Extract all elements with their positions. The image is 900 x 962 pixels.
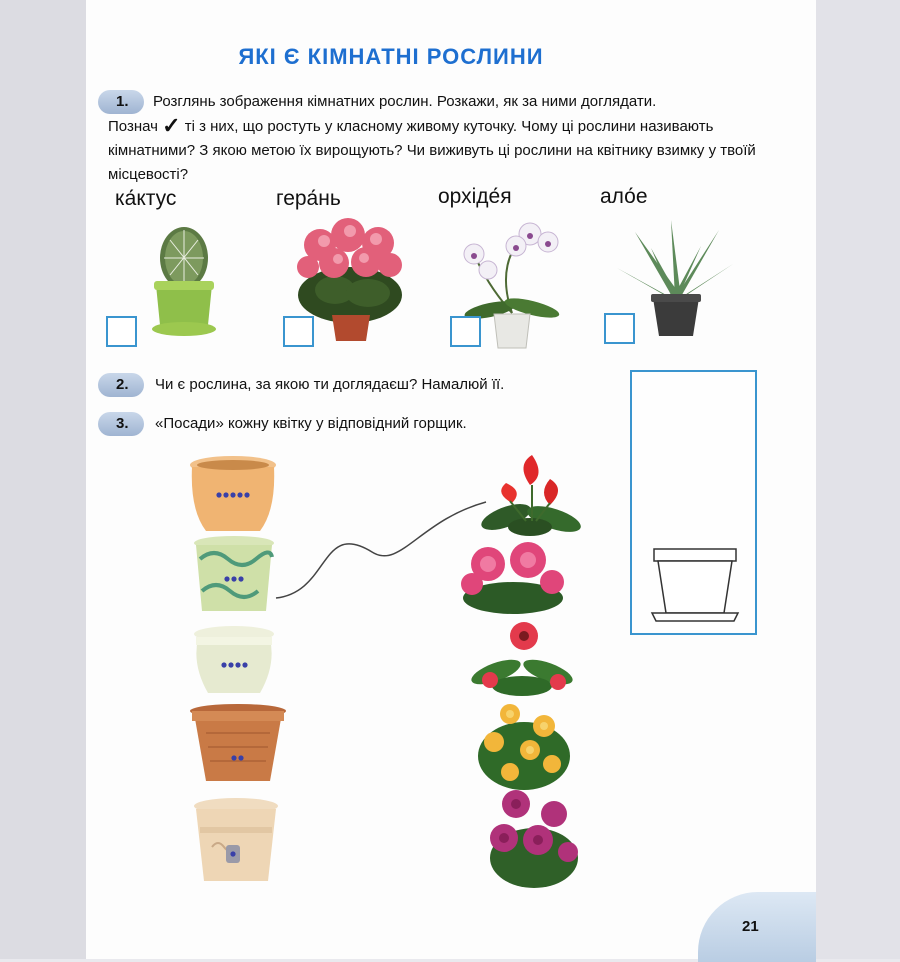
task-3-number: 3.	[116, 415, 129, 432]
task-2-text: Чи є рослина, за якою ти доглядаєш? Намалюй її.	[155, 376, 505, 393]
purple-dahlia-icon[interactable]	[484, 788, 584, 893]
plant-name-geranium: гера́нь	[276, 187, 341, 210]
anthurium-icon[interactable]	[476, 445, 586, 540]
page-title: ЯКІ Є КІМНАТНІ РОСЛИНИ	[238, 44, 544, 69]
red-gerbera-icon[interactable]	[466, 622, 576, 702]
task-2-number: 2.	[116, 376, 129, 393]
task-1-text-line1: Розглянь зображення кімнатних рослин. Розкажи, як за ними доглядати.	[153, 93, 657, 110]
task-3-text: «Посади» кожну квітку у відповідний горщик.	[155, 415, 467, 432]
plant-name-orchid: орхіде́я	[438, 185, 512, 208]
page-number: 21	[742, 918, 759, 935]
pink-chrysanthemum-icon[interactable]	[458, 538, 568, 618]
plant-name-aloe: ало́е	[600, 185, 648, 208]
task-1-mark-word: Познач	[108, 118, 158, 135]
checkmark-icon: ✓	[162, 113, 181, 138]
task-1-number: 1.	[116, 93, 129, 110]
plant-name-cactus: ка́ктус	[115, 187, 177, 210]
task-1-question-text: ті з них, що ростуть у класному живому куточку. Чому ці рослини називають кімнатними? З якою метою їх вирощують? Чи виживуть ці рослини на квітнику взимку у твоїй місцевості?	[108, 118, 756, 183]
yellow-rose-icon[interactable]	[474, 700, 574, 795]
